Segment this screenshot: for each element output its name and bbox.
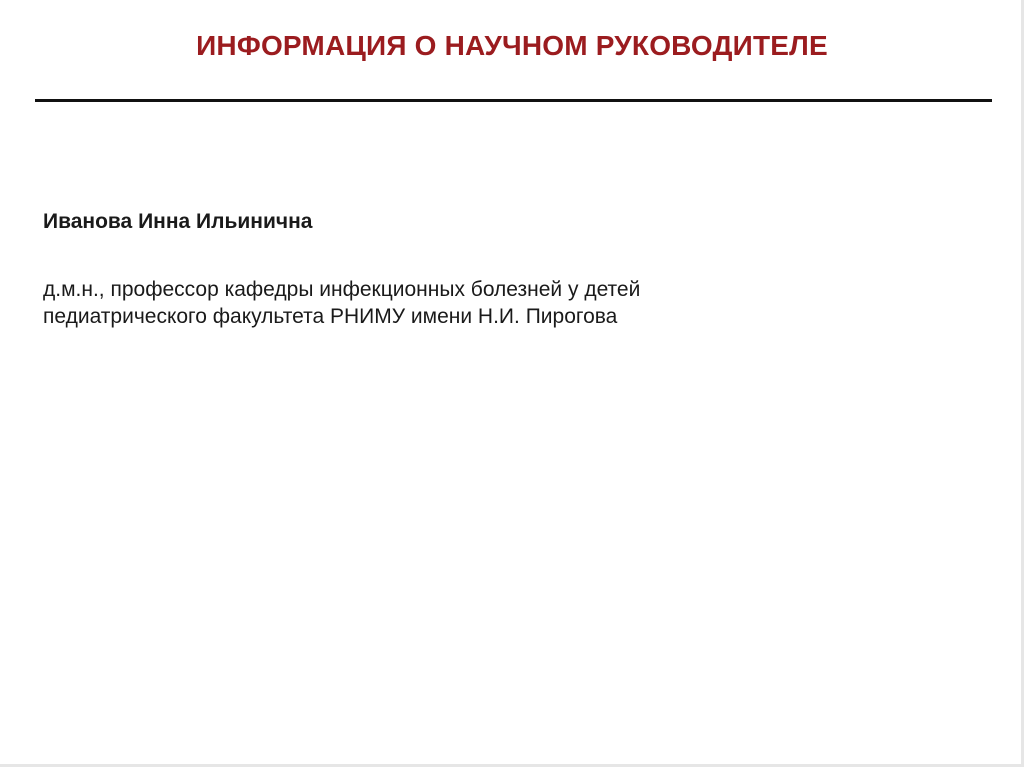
title-divider (35, 99, 992, 102)
supervisor-description-line: педиатрического факультета РНИМУ имени Н.И. Пирогова (43, 305, 618, 328)
supervisor-name: Иванова Инна Ильинична (43, 210, 313, 233)
slide-title: ИНФОРМАЦИЯ О НАУЧНОМ РУКОВОДИТЕЛЕ (196, 30, 828, 61)
supervisor-description-line: д.м.н., профессор кафедры инфекционных болезней у детей (43, 278, 641, 301)
supervisor-description (43, 276, 943, 330)
